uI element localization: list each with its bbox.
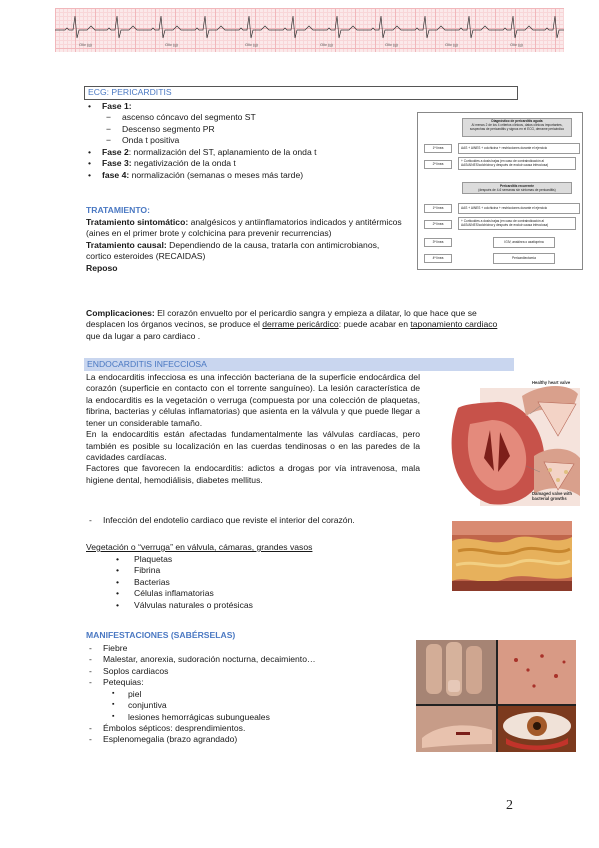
fase-label: Fase 3: bbox=[102, 158, 132, 169]
flowchart-row-text: AAS + AINES + colchicina + restricciones durante el ejercicio bbox=[458, 143, 580, 154]
complicaciones-text: que da lugar a paro cardiaco . bbox=[86, 330, 201, 341]
sintomatico-label: Tratamiento sintomático: bbox=[86, 217, 189, 227]
list-item: • Plaquetas bbox=[86, 554, 386, 565]
vegetacion-list bbox=[86, 554, 386, 611]
sintomatico-text: analgésicos y antiinflamatorios indicados y antitérmicos (aines en el primer brote y colchicina para prevenir recurrencias) bbox=[86, 217, 402, 239]
list-item: - Soplos cardiacos bbox=[86, 666, 406, 677]
list-item: • Bacterias bbox=[86, 577, 386, 588]
manifestaciones-list bbox=[86, 643, 406, 746]
causal-text: Dependiendo de la causa, tratarla con antimicrobianos, cortico esteroides (RECAIDAS) bbox=[86, 239, 380, 262]
list-item: • Fibrina bbox=[86, 565, 386, 576]
list-item: • Células inflamatorias bbox=[86, 588, 386, 599]
flowchart-row-text: IGIV, anakinra o azatioprina bbox=[493, 237, 555, 248]
list-item: - Émbolos sépticos: desprendimientos. bbox=[86, 723, 406, 734]
ecg-label: Oliv (g) bbox=[510, 42, 523, 47]
heart-valve-illustration bbox=[430, 376, 585, 511]
list-item: ▪ piel bbox=[86, 689, 406, 700]
ecg-label: Oliv (g) bbox=[445, 42, 458, 47]
list-item: • Válvulas naturales o protésicas bbox=[86, 600, 386, 611]
ecg-label: Oliv (g) bbox=[385, 42, 398, 47]
tratamiento-block bbox=[86, 217, 402, 274]
reposo bbox=[86, 263, 402, 274]
flowchart-line-label: 1ª línea bbox=[424, 204, 452, 213]
reposo-label: Reposo bbox=[86, 262, 118, 273]
list-item: - Infección del endotelio cardiaco que reviste el interior del corazón. bbox=[86, 515, 443, 526]
ecg-label: Oliv (g) bbox=[320, 42, 333, 47]
causal-label: Tratamiento causal: bbox=[86, 239, 167, 250]
list-item: − Descenso segmento PR bbox=[100, 124, 416, 135]
fases-list bbox=[86, 101, 416, 181]
list-item: - Fiebre bbox=[86, 643, 406, 654]
endocarditis-text: En la endocarditis están afectadas fundamentalmente las válvulas cardíacas, pero también es posible su localización en las cuerdas tendinosas o en las paredes de la cavidades cardíacas. bbox=[86, 429, 420, 462]
flowchart-title: Diagnóstico de pericarditis aguda bbox=[491, 119, 543, 123]
tratamiento-causal bbox=[86, 240, 402, 263]
fase-label: fase 4: bbox=[102, 169, 130, 180]
ecg-label: Oliv (g) bbox=[79, 42, 92, 47]
flowchart-row-text: + Corticoides a dosis bajas (en caso de contraindicación al AAS/AINES/colchicina y después de excluir causa infecciosa) bbox=[458, 157, 576, 170]
endocarditis-paragraph bbox=[86, 372, 420, 486]
page-number: 2 bbox=[506, 798, 513, 813]
pericarditis-flowchart bbox=[417, 112, 583, 270]
complicaciones-text: : puede acabar en bbox=[338, 319, 411, 330]
flowchart-row-text: + Corticoides a dosis bajas (en caso de contraindicación al AAS/AINES/colchicina y después de excluir causa infecciosa) bbox=[458, 217, 576, 230]
heart-label-top: Healthy heart valve bbox=[532, 380, 571, 385]
complicaciones-text: El corazón envuelto por el pericardio sangra y empieza a dilatar, lo que hace que se desplacen los órganos vecinos, se produce el bbox=[86, 308, 477, 330]
list-item bbox=[86, 158, 416, 169]
flowchart-line-label: 3ª línea bbox=[424, 238, 452, 247]
fase-label: Fase 2 bbox=[102, 146, 129, 157]
flowchart-mid-box bbox=[462, 182, 572, 194]
list-item bbox=[86, 147, 416, 158]
list-item bbox=[86, 170, 416, 181]
fase-text: : normalización del ST, aplanamiento de la onda t bbox=[128, 146, 317, 157]
ecg-label: Oliv (g) bbox=[165, 42, 178, 47]
flowchart-line-label: 4ª línea bbox=[424, 254, 452, 263]
complicaciones-paragraph bbox=[86, 308, 514, 342]
fase1-label: Fase 1: bbox=[102, 101, 132, 111]
flowchart-row-text: AAS + AINES + colchicina + restricciones durante el ejercicio bbox=[458, 203, 580, 214]
ecg-strip-image bbox=[55, 8, 564, 52]
taponamiento-term: taponamiento cardiaco bbox=[410, 319, 498, 330]
list-item: − Onda t positiva bbox=[100, 135, 416, 146]
flowchart-subtitle: Al menos 2 de los 4 criterios clínicos, datos clínicos importantes, sospechas de pericarditis y signos en el ECG, derrame pericárdico bbox=[469, 122, 565, 131]
list-item: - Malestar, anorexia, sudoración nocturna, decaimiento… bbox=[86, 654, 406, 665]
list-item: - Petequias: bbox=[86, 677, 406, 688]
heart-label-bottom: Damaged valve with bacterial growths bbox=[532, 491, 573, 502]
flowchart-line-label: 2ª línea bbox=[424, 160, 452, 169]
manifestaciones-heading: MANIFESTACIONES (SABÉRSELAS) bbox=[86, 630, 236, 640]
endocarditis-text: Factores que favorecen la endocarditis: adictos a drogas por vía intravenosa, mala higiene dental, hemodiálisis, diabetes mellitus. bbox=[86, 463, 420, 485]
derrame-term: derrame pericárdico bbox=[262, 319, 339, 330]
flowchart-line-label: 2ª línea bbox=[424, 220, 452, 229]
list-item: - Esplenomegalia (brazo agrandado) bbox=[86, 734, 406, 745]
section-title-pericarditis: ECG: PERICARDITIS bbox=[88, 87, 172, 97]
flowchart-row-text: Pericardiectomía bbox=[493, 253, 555, 264]
flowchart-mid-subtitle: (después de 4-6 semanas sin síntomas de pericarditis) bbox=[478, 188, 556, 193]
vegetacion-heading-text: Vegetación o “verruga” en válvula, cámaras, grandes vasos bbox=[86, 542, 313, 552]
tratamiento-sintomatico bbox=[86, 217, 402, 240]
section-title-endocarditis: ENDOCARDITIS INFECCIOSA bbox=[84, 358, 514, 371]
vegetation-photo bbox=[452, 521, 572, 591]
fase-text: negativización de la onda t bbox=[131, 158, 236, 169]
complicaciones-label: Complicaciones: bbox=[86, 308, 155, 318]
vegetacion-heading bbox=[86, 542, 312, 553]
list-item bbox=[86, 101, 416, 112]
flowchart-title-box bbox=[462, 118, 572, 137]
flowchart-mid-title: Pericarditis recurrente bbox=[499, 184, 535, 188]
list-item: − ascenso cóncavo del segmento ST bbox=[100, 112, 416, 123]
clinical-signs-photos bbox=[416, 640, 576, 752]
tratamiento-heading: TRATAMIENTO: bbox=[86, 205, 150, 215]
flowchart-line-label: 1ª línea bbox=[424, 144, 452, 153]
list-item: ▪ lesiones hemorrágicas subungueales bbox=[86, 712, 406, 723]
list-item: ▪ conjuntiva bbox=[86, 700, 406, 711]
ecg-label: Oliv (g) bbox=[245, 42, 258, 47]
fase-text: normalización (semanas o meses más tarde) bbox=[129, 169, 304, 180]
endocarditis-text: La endocarditis infecciosa es una infección bacteriana de la superficie endocárdica del corazón (superficie en contacto con el torrente sanguíneo). La lesión característica de la endocarditis es la vegetación o verruga (compuesta por una colección de plaquetas, fibrina, bacterias y células inflamatorias) que asienta en la válvula y que puede llegar a tener un considerable tamaño. bbox=[86, 372, 420, 428]
